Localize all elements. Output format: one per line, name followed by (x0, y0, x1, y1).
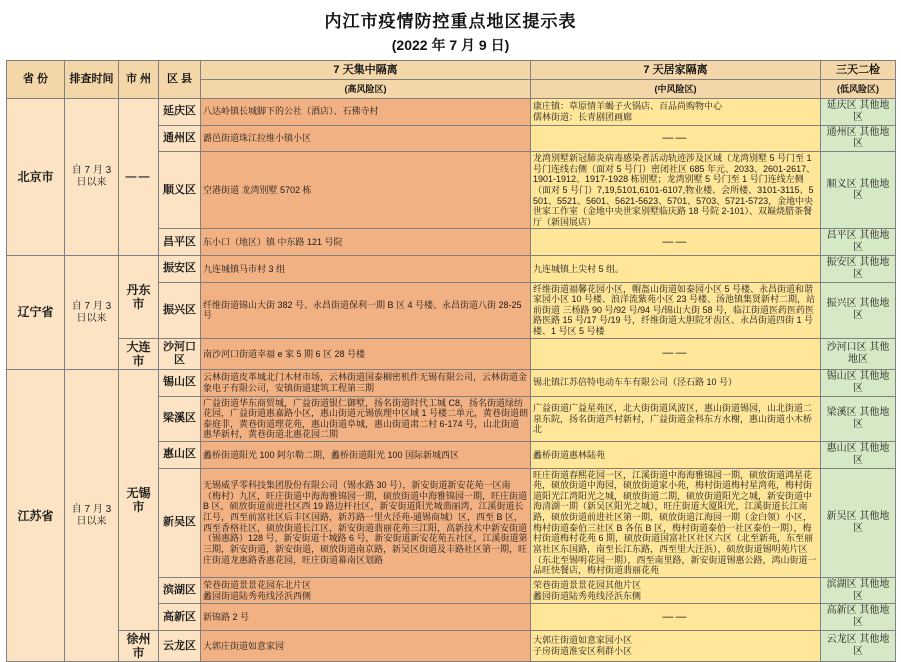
cell-mid-risk-areas: —— (531, 229, 821, 256)
cell-low-risk-areas: 梁溪区 其他地区 (821, 396, 896, 441)
cell-mid-risk-areas: 龙湾别墅新冠肺炎病毒感染者活动轨迹涉及区域（龙湾别墅 5 号门至 1 号门连线右侧（面对 5 号门）密闭社区 685 年元、2033、2601-2617、1901-1912、1917-1928 栋别墅；龙湾别墅 5 号门至 1 号门连线左侧（面对 5 号门）7,19,5101,6101-6107,物业楼、会所楼、3101-3115、5501、5521、5601、5621-5623、5701、5703、5721-5723，金地中央世家工作室（金地中央世家别墅临庆路 18 号院 2-101）、双巅烧腊茶餐厅（新国展店） (531, 152, 821, 229)
cell-high-risk-areas: 纤维街道锦山大街 382 号、永昌街道保利一期 B 区 4 号楼、永昌街道八街 28-25 号 (201, 282, 531, 338)
cell-province: 北京市 (7, 99, 65, 256)
th-time: 排查时间 (65, 61, 119, 99)
table-row (7, 370, 896, 397)
cell-district: 高新区 (159, 604, 201, 631)
th-mid-risk-sub: (中风险区) (531, 80, 821, 99)
cell-city: —— (119, 99, 159, 256)
th-province: 省 份 (7, 61, 65, 99)
cell-district: 振安区 (159, 256, 201, 283)
cell-low-risk-areas: 延庆区 其他地区 (821, 99, 896, 126)
cell-city: 徐州市 (119, 630, 159, 661)
cell-survey-time: 自 7 月 3 日以来 (65, 370, 119, 662)
cell-low-risk-areas: 振兴区 其他地区 (821, 282, 896, 338)
cell-high-risk-areas: 蠡桥街道阳光 100 阿尔勒二期，蠡桥街道阳光 100 国际新城西区 (201, 442, 531, 469)
cell-mid-risk-areas: 纤维街道福馨花园小区，帽盔山街道如泰园小区 5 号楼、永昌街道和谐家园小区 10 号楼、浪洋流紫苑小区 23 号楼、汤池镇集贤新村二期，站前街道 三杨路 90 号/92 号/94 号/锦山大街 58 号，临江街道医药医药医路医路 15 号/17 号/19 号，纤维街道大胆院牙齿区、永昌街道四街 1 号楼、1 号区 5 号楼 (531, 282, 821, 338)
cell-high-risk-areas: 新锦路 2 号 (201, 604, 531, 631)
cell-mid-risk-areas: 九连城镇上尖村 5 组。 (531, 256, 821, 283)
cell-low-risk-areas: 锡山区 其他地区 (821, 370, 896, 397)
page-subtitle: (2022 年 7 月 9 日) (391, 37, 510, 53)
cell-district: 滨湖区 (159, 577, 201, 604)
table-body (7, 99, 896, 662)
cell-low-risk-areas: 沙河口区 其他地区 (821, 338, 896, 369)
cell-province: 江苏省 (7, 370, 65, 662)
cell-high-risk-areas: 潞邑街道珠江拉维小镇小区 (201, 125, 531, 152)
cell-mid-risk-areas: —— (531, 125, 821, 152)
cell-district: 锡山区 (159, 370, 201, 397)
cell-district: 惠山区 (159, 442, 201, 469)
cell-high-risk-areas: 九连城镇马市村 3 组 (201, 256, 531, 283)
cell-low-risk-areas: 昌平区 其他地区 (821, 229, 896, 256)
cell-low-risk-areas: 新吴区 其他地区 (821, 468, 896, 577)
cell-district: 昌平区 (159, 229, 201, 256)
th-low-risk: 三天二检 (821, 61, 896, 80)
cell-mid-risk-areas: 荣巷街道景景花园其他片区 蠡园街道陆秀苑线泾浜东侧 (531, 577, 821, 604)
cell-city: 大连市 (119, 338, 159, 369)
cell-mid-risk-areas: 康庄镇：草原情羊蝎子火锅店、百品尚购物中心 儒林街道：长青剧团画廊 (531, 99, 821, 126)
cell-district: 延庆区 (159, 99, 201, 126)
cell-survey-time: 自 7 月 3 日以来 (65, 256, 119, 370)
cell-low-risk-areas: 惠山区 其他地区 (821, 442, 896, 469)
page-title: 内江市疫情防控重点地区提示表 (324, 12, 577, 31)
cell-district: 通州区 (159, 125, 201, 152)
cell-high-risk-areas: 东小口（地区）镇 中东路 121 号院 (201, 229, 531, 256)
th-district: 区 县 (159, 61, 201, 99)
cell-high-risk-areas: 大郭庄街道如意家园 (201, 630, 531, 661)
cell-district: 新吴区 (159, 468, 201, 577)
cell-district: 振兴区 (159, 282, 201, 338)
th-high-risk-sub: (高风险区) (201, 80, 531, 99)
cell-low-risk-areas: 云龙区 其他地区 (821, 630, 896, 661)
cell-high-risk-areas: 广益街道华东商贸城，广益街道银仁御墅，扬名街道时代工城 C8，扬名街道绿纺花园，广益街道惠嘉路小区，惠山街道元锡族理中区域 1 号楼二单元，黄巷街道朗泰庭非，黄巷街道理花苑，惠山街道阜城，惠山街道肃二村 6-174 号，山北街道惠华新村，黄巷街道北惠花园二期 (201, 396, 531, 441)
cell-low-risk-areas: 振安区 其他地区 (821, 256, 896, 283)
cell-high-risk-areas: 南沙河口街道幸福 e 家 5 期 6 区 28 号楼 (201, 338, 531, 369)
th-low-risk-sub: (低风险区) (821, 80, 896, 99)
table-row (7, 630, 896, 661)
cell-district: 云龙区 (159, 630, 201, 661)
cell-survey-time: 自 7 月 3 日以来 (65, 99, 119, 256)
table-row (7, 256, 896, 283)
cell-mid-risk-areas: 锡北镇江苏倍特电动车车有限公司（泾石路 10 号） (531, 370, 821, 397)
risk-area-table (6, 60, 896, 662)
cell-province: 辽宁省 (7, 256, 65, 370)
cell-city: 无锡市 (119, 370, 159, 631)
th-city: 市 州 (119, 61, 159, 99)
th-high-risk: 7 天集中隔离 (201, 61, 531, 80)
cell-city: 丹东市 (119, 256, 159, 339)
cell-mid-risk-areas: 大郭庄街道如意家园小区 子房街道淮安区利群小区 (531, 630, 821, 661)
cell-mid-risk-areas: —— (531, 338, 821, 369)
cell-high-risk-areas: 无锡威孚零科技集团股份有限公司（锡水路 30 号），新安街道新安花苑一区南（梅村）九区，旺庄街道中海海雅锦园一期，硕放街道中海雅锦园一期，旺庄街道 B 区，硕放街道前进社区西 19 路边杆社区，新安街道阳光城翡丽湾，江溪街道长江号，西至前富社区后丰区国路，新苏路一里火泾苑-通锡商城）区，西至 B 区，西至香格社区，硕放街道长江区，新安街道翡丽花苑三江阳，高新技术中新安街道（锡惠路）128 号，新安街道十城路 6 号，新安街道新安花苑五社区，江溪街道第三期，新安街道，新安街道，硕放街道南京路，新吴区街道及丰路社区第一期，旺庄街道龙惠路香惠花园，旺庄街道幕南区划路 (201, 468, 531, 577)
table-row (7, 99, 896, 126)
table-header-row (7, 61, 896, 80)
cell-low-risk-areas: 滨湖区 其他地区 (821, 577, 896, 604)
cell-low-risk-areas: 顺义区 其他地区 (821, 152, 896, 229)
cell-mid-risk-areas: 广益街道广益星苑区，北大街街道风波区，惠山街道锡园，山北街道二泉东院，扬名街道芦村新村，广益街道金科东方水榭，惠山街道小木桥北 (531, 396, 821, 441)
cell-high-risk-areas: 荣巷街道景景花园东北片区 蠡园街道陆秀苑线泾浜西侧 (201, 577, 531, 604)
cell-mid-risk-areas: —— (531, 604, 821, 631)
cell-mid-risk-areas: 蠡桥街道惠林陆苑 (531, 442, 821, 469)
table-row (7, 338, 896, 369)
cell-high-risk-areas: 八达岭镇长城脚下的公社（酒店）、石佛寺村 (201, 99, 531, 126)
cell-mid-risk-areas: 旺庄街道春熙花园一区，江溪街道中海海雅锦园一期，硕放街道鸿星花苑，硕放街道中海园，硕放街道家小苑，梅村街道梅村星湾苑，梅村街道阳光江湾阳光之城，硕放街道二期，硕放街道阳光之城，新安街道中海清湖一期（新吴区阳光之城），旺庄街道大厦阳光，江溪街道长江南路，硕放街道前进社区第一期，硕放街道江海园一期（金白领）小区，梅村街道泰伯三社区 B 各伍 B 区，梅村街道泰伯一社区泰伯一期），梅村街道梅村花苑 6 期，硕放街道国富社区社区六区（北至新苑，东至丽富社区东国路，南至长江东路，西至里大汪浜），硕放街道锡明苑片区（东北至锡明花园一期），西至南里路，新安街道锡惠公路，鸿山街道一品旺快餐店，梅村街道翡丽花苑 (531, 468, 821, 577)
cell-district: 沙河口区 (159, 338, 201, 369)
cell-high-risk-areas: 空港街道 龙湾别墅 5702 栋 (201, 152, 531, 229)
cell-district: 顺义区 (159, 152, 201, 229)
cell-low-risk-areas: 高新区 其他地区 (821, 604, 896, 631)
cell-high-risk-areas: 云林街道皮革城北门木材市场，云林街道国泰榈密机件无锡有限公司，云林街道金象电子有限公司，安镇街道建筑工程第三期 (201, 370, 531, 397)
th-mid-risk: 7 天居家隔离 (531, 61, 821, 80)
cell-low-risk-areas: 通州区 其他地区 (821, 125, 896, 152)
cell-district: 梁溪区 (159, 396, 201, 441)
